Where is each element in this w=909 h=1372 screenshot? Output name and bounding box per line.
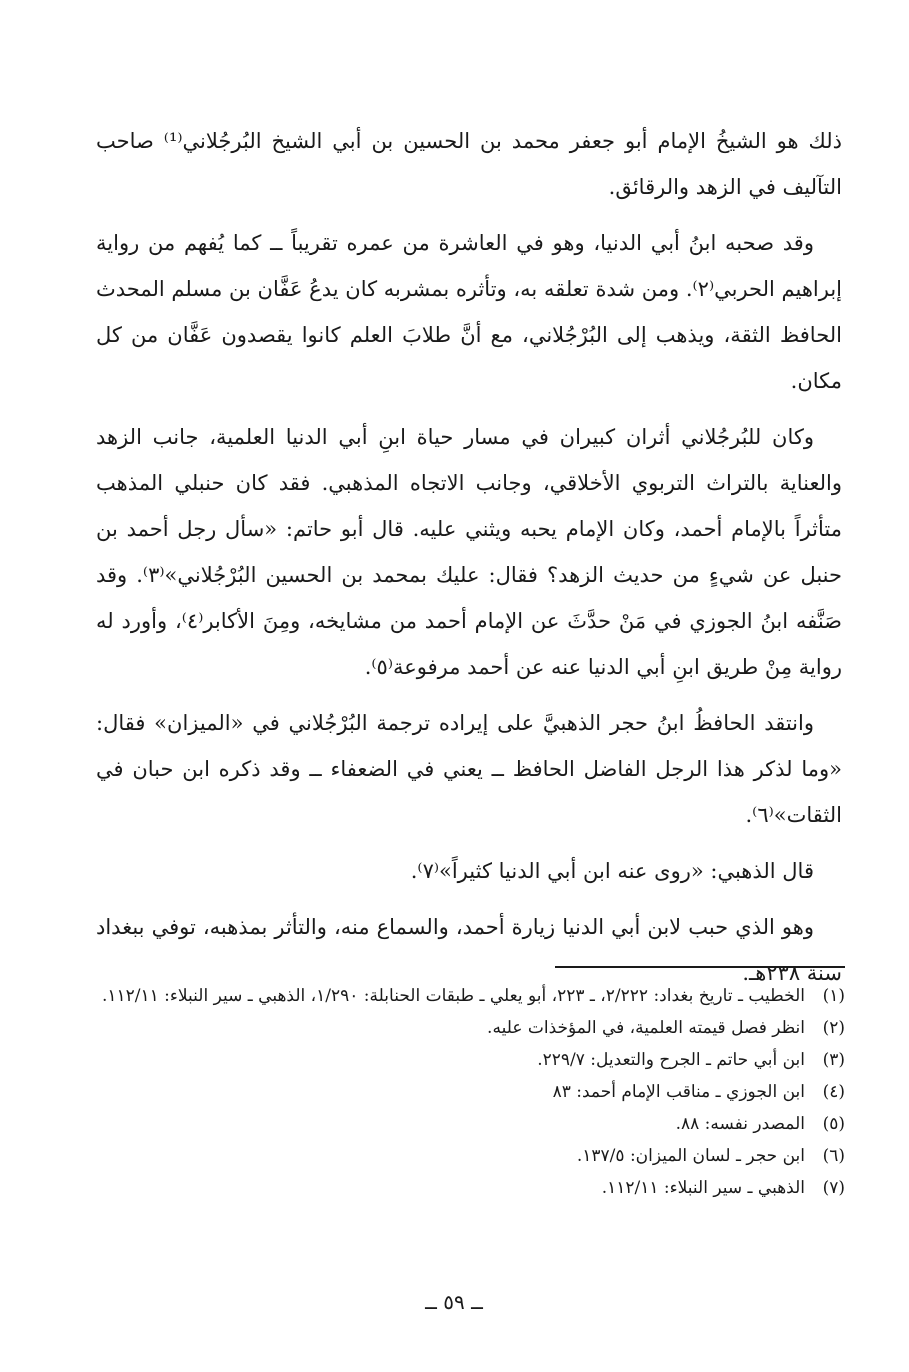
footnote-5 [80, 1108, 845, 1140]
footnote-2 [80, 1012, 845, 1044]
footnote-number: (٦) [822, 1146, 845, 1166]
footnote-4 [80, 1076, 845, 1108]
paragraph-1: ذلك هو الشيخُ الإمام أبو جعفر محمد بن الحسين بن أبي الشيخ البُرجُلاني⁽¹⁾ صاحب التآليف في الزهد والرقائق. [96, 129, 842, 199]
footnote-number: (٤) [822, 1082, 845, 1102]
footnote-number: (١) [822, 986, 845, 1006]
footnote-text: المصدر نفسه: ٨٨. [675, 1114, 805, 1134]
footnote-text: ابن أبي حاتم ـ الجرح والتعديل: ٢٢٩/٧. [537, 1050, 805, 1070]
footnote-7 [80, 1172, 845, 1204]
footnote-number: (٥) [822, 1114, 845, 1134]
paragraph-6: وهو الذي حبب لابن أبي الدنيا زيارة أحمد، والسماع منه، والتأثر بمذهبه، توفي ببغداد سنة ٢٣٨هـ. [96, 915, 842, 985]
paragraph-3: وكان للبُرجُلاني أثران كبيران في مسار حياة ابنِ أبي الدنيا العلمية، جانب الزهد والعناية بالتراث التربوي الأخلاقي، وجانب الاتجاه المذهبي. فقد كان حنبلي المذهب متأثراً بالإمام أحمد، وكان الإمام يحبه ويثني عليه. قال أبو حاتم: «سأل رجل أحمد بن حنبل عن شيءٍ من حديث الزهد؟ فقال: عليك بمحمد بن الحسين البُرْجُلاني»⁽٣⁾. وقد صَنَّفه ابنُ الجوزي في مَنْ حدَّثَ عن الإمام أحمد من مشايخه، ومِنَ الأكابر⁽٤⁾، وأورد له رواية مِنْ طريق ابنِ أبي الدنيا عنه عن أحمد مرفوعة⁽٥⁾. [96, 425, 843, 679]
footnote-text: انظر فصل قيمته العلمية، في المؤخذات عليه. [487, 1018, 805, 1038]
footnotes [80, 980, 845, 1204]
footnote-text: ابن حجر ـ لسان الميزان: ١٣٧/٥. [576, 1146, 805, 1166]
footnote-text: الذهبي ـ سير النبلاء: ١١٢/١١. [601, 1178, 805, 1198]
footnote-separator [555, 966, 845, 968]
footnote-text: الخطيب ـ تاريخ بغداد: ٢/٢٢٢، ـ ٢٢٣، أبو يعلي ـ طبقات الحنابلة: ١/٢٩٠، الذهبي ـ سير النبلاء: ١١٢/١١. [101, 986, 805, 1006]
paragraph-5: قال الذهبي: «روى عنه ابن أبي الدنيا كثيراً»⁽٧⁾. [410, 859, 814, 883]
footnote-number: (٧) [822, 1178, 845, 1198]
paragraph-2: وقد صحبه ابنُ أبي الدنيا، وهو في العاشرة من عمره تقريباً ــ كما يُفهم من رواية إبراهيم الحربي⁽٢⁾. ومن شدة تعلقه به، وتأثره بمشربه كان يدعُ عَفَّان بن مسلم المحدث الحافظ الثقة، ويذهب إلى البُرْجُلاني، مع أنَّ طلابَ العلم كانوا يقصدون عَفَّان من كل مكان. [96, 231, 842, 393]
footnote-number: (٢) [822, 1018, 845, 1038]
footnote-text: ابن الجوزي ـ مناقب الإمام أحمد: ٨٣ [552, 1082, 805, 1102]
footnote-number: (٣) [822, 1050, 845, 1070]
footnote-3 [80, 1044, 845, 1076]
main-text [96, 118, 842, 1006]
page-number: ــ ٥٩ ــ [425, 1290, 483, 1314]
paragraph-4: وانتقد الحافظُ ابنُ حجر الذهبيَّ على إيراده ترجمة البُرْجُلاني في «الميزان» فقال: «وما لذكر هذا الرجل الفاضل الحافظ ــ يعني في الضعفاء ــ وقد ذكره ابن حبان في الثقات»⁽٦⁾. [96, 711, 842, 827]
footnote-6 [80, 1140, 845, 1172]
footnote-1 [80, 980, 845, 1012]
